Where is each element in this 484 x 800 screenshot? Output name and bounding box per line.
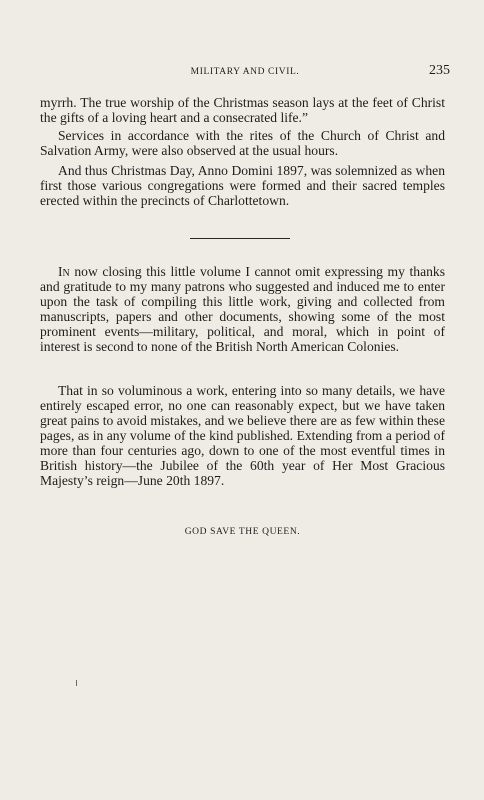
paragraph-1-text: myrrh. The true worship of the Christmas season lays at the feet of Christ the gifts of a loving heart and a consecrated life.” [40,95,445,125]
running-head [40,62,450,82]
paper-speck [76,680,77,686]
paragraph-1 [40,95,445,125]
paragraph-4 [40,264,445,354]
section-divider [190,238,290,239]
paragraph-5-text: That in so voluminous a work, entering into so many details, we have entirely escaped error, no one can reasonably expect, but we have taken great pains to avoid mistakes, and we believe there are as few within these pages, as in any volume of the kind published. Extending from a period of more than four centuries ago, down to one of the most eventful times in British history—the Jubilee of the 60th year of Her Most Gracious Majesty’s reign—June 20th 1897. [40,383,445,488]
closing-line: GOD SAVE THE QUEEN. [184,527,301,537]
paragraph-3-text: And thus Christmas Day, Anno Domini 1897, was solemnized as when first those various congregations were formed and their sacred temples erected within the precincts of Charlottetown. [40,163,445,208]
paragraph-2 [40,128,445,158]
paragraph-3 [40,163,445,208]
paragraph-4-lead: In [58,264,70,279]
paragraph-2-text: Services in accordance with the rites of the Church of Christ and Salvation Army, were also observed at the usual hours. [40,128,445,158]
page-number: 235 [429,63,450,78]
paragraph-5 [40,383,445,488]
paragraph-4-body: now closing this little volume I cannot omit expressing my thanks and gratitude to my many patrons who suggested and induced me to enter upon the task of compiling this little work, giving and collected from manuscripts, papers and other documents, showing some of the most prominent events—military, political, and moral, which in point of interest is second to none of the British North American Colonies. [40,264,445,354]
paragraph-4-text [40,264,445,354]
running-title: MILITARY AND CIVIL. [190,67,300,77]
